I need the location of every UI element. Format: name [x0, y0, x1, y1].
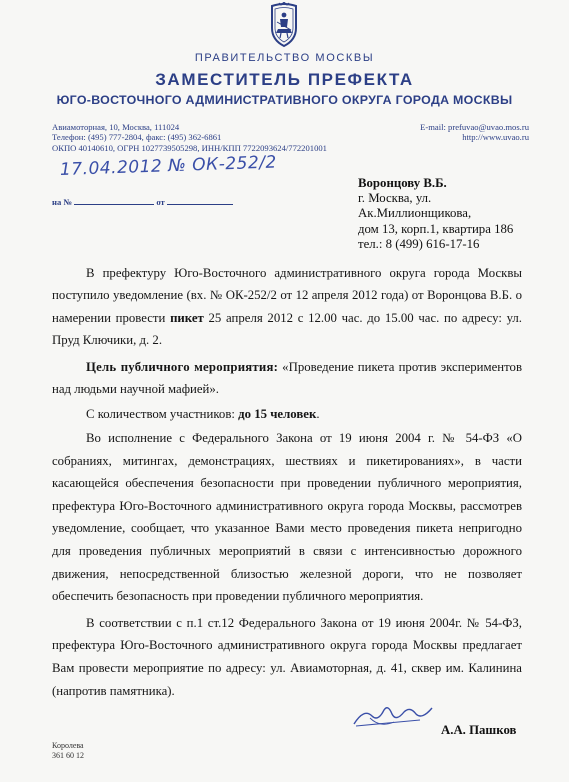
registration-line: ОКПО 40140610, ОГРН 1027739505298, ИНН/КПП 7722093624/772201001 — [52, 142, 327, 153]
body-text-span: С количеством участников: — [86, 406, 239, 421]
body-paragraph — [52, 356, 522, 401]
executor-name: Королева — [52, 741, 84, 750]
recipient-address-line: Ак.Миллионщикова, — [358, 206, 472, 221]
recipient-name: Воронцову В.Б. — [358, 176, 447, 190]
body-text-span: 25 апреля 2012 с 12.00 час. до 15.00 час. по адресу: ул. Пруд Ключики, д. 2. — [52, 310, 522, 347]
recipient-address-line: дом 13, корп.1, квартира 186 — [358, 221, 514, 236]
letter-body — [52, 262, 522, 702]
address-line: Авиамоторная, 10, Москва, 111024 — [52, 122, 180, 132]
phone-fax-line: Телефон: (495) 777-2804, факс: (495) 362-6861 — [52, 132, 222, 143]
letterhead-contacts — [420, 122, 529, 143]
recipient-block — [358, 176, 513, 252]
body-paragraph — [52, 262, 522, 351]
reference-from-label: от — [156, 197, 165, 207]
signer-name: А.А. Пашков — [441, 723, 517, 737]
letterhead-government: ПРАВИТЕЛЬСТВО МОСКВЫ — [194, 52, 375, 64]
executor-phone: 361 60 12 — [52, 750, 84, 760]
website-text: http://www.uvao.ru — [462, 132, 529, 143]
body-text-span: . — [316, 406, 320, 421]
body-paragraph — [52, 403, 522, 425]
recipient-phone: тел.: 8 (499) 616-17-16 — [358, 236, 480, 251]
reference-on-label: на № — [52, 197, 73, 207]
reference-number-blank — [74, 196, 154, 205]
body-paragraph: В соответствии с п.1 ст.12 Федерального Закона от 19 июня 2004г. № 54-ФЗ, префектура Юго-Восточного административного округа города Москвы предлагает Вам провести мероприятие по адресу: ул. Авиамоторная, д. 41, сквер им. Калинина (напротив памятника). — [52, 615, 522, 698]
participants-count: до 15 человек — [238, 406, 317, 421]
handwritten-signature — [350, 700, 436, 730]
letterhead-address — [52, 122, 327, 153]
letterhead-title: ЗАМЕСТИТЕЛЬ ПРЕФЕКТА — [155, 70, 414, 89]
recipient-address-line: г. Москва, ул. — [358, 191, 432, 206]
reference-line — [52, 196, 233, 207]
event-goal-text: «Проведение пикета против экспериментов над людьми научной мафией». — [52, 360, 522, 397]
email-text: E-mail: prefuvao@uvao.mos.ru — [420, 122, 529, 132]
event-goal-label: Цель публичного мероприятия: — [86, 360, 279, 375]
reference-date-blank — [167, 196, 233, 205]
body-bold-span: пикет — [170, 310, 204, 325]
body-text-span: В префектуру Юго-Восточного административного округа города Москвы поступило уведомление (вх. № ОК-252/2 от 12 апреля 2012 года) от Воронцова В.Б. о намерении провести — [52, 266, 522, 325]
body-paragraph: Во исполнение с Федерального Закона от 19 июня 2004 г. № 54-ФЗ «О собраниях, митингах, демонстрациях, шествиях и пикетированиях», в части касающейся обеспечения безопасности при проведении публичного мероприятия, префектура Юго-Восточного административного округа города Москвы, рассмотрев уведомление, сообщает, что указанное Вами место проведения пикета непригодно для проведения публичных мероприятий в связи с интенсивностью дорожного движения, непосредственной близостью железной дороги, что не позволяет обеспечить безопасность при проведении публичного мероприятия. — [52, 431, 522, 604]
executor-block — [52, 741, 84, 760]
moscow-coat-of-arms-icon — [266, 2, 302, 48]
handwritten-reference-number: 17.04.2012 № ОК-252/2 — [59, 152, 278, 180]
letterhead-subtitle: ЮГО-ВОСТОЧНОГО АДМИНИСТРАТИВНОГО ОКРУГА ГОРОДА МОСКВЫ — [56, 93, 513, 107]
